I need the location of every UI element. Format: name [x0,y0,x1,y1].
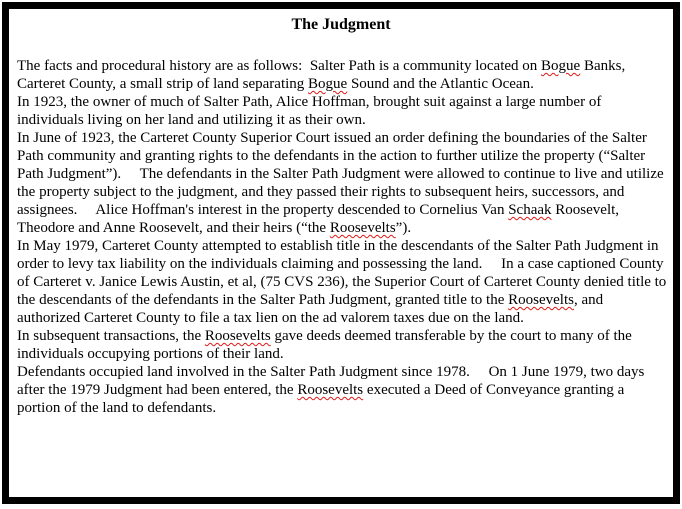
spellcheck-flagged-word: Bogue [541,58,581,74]
document-frame [2,2,680,504]
text-run: In 1923, the owner of much of Salter Path, Alice Hoffman, brought suit against a large number of individuals living on her land and utilizing it as their own. [17,94,606,128]
text-run: gave deeds deemed transferable by the court to many of the individuals occupying portions of their land. [17,328,636,362]
text-run: Sound and the Atlantic Ocean. [347,76,534,92]
text-run: Defendants occupied land involved in the Salter Path Judgment since 1978. On 1 June 1979, two days after the 1979 Judgment had been entered, the [17,364,649,398]
text-run: executed a Deed of Conveyance granting a portion of the land to defendants. [17,382,629,416]
document-title: The Judgment [291,16,391,33]
text-run: The facts and procedural history are as follows: Salter Path is a community located on [17,58,542,74]
text-run: Roosevelt, Theodore and Anne Roosevelt, and their heirs (“the [17,202,623,236]
spellcheck-flagged-word: Roosevelts [329,220,396,236]
paragraph [17,327,667,363]
spellcheck-flagged-word: Bogue [308,76,348,92]
paragraph [17,57,667,93]
paragraph [17,363,667,417]
document-body [17,57,671,417]
text-run: Banks, Carteret County, a small strip of land separating [17,58,629,92]
spellcheck-flagged-word: Schaak [508,202,552,218]
spellcheck-flagged-word: Roosevelts [508,292,574,308]
text-run: In subsequent transactions, the [17,328,205,344]
spellcheck-flagged-word: Roosevelts [297,382,364,398]
paragraph [17,129,667,237]
text-run: ”). [395,220,412,236]
text-run: , and authorized Carteret County to file a tax lien on the ad valorem taxes due on the land. [17,292,607,326]
text-run: In May 1979, Carteret County attempted to establish title in the descendants of the Salter Path Judgment in order to levy tax liability on the individuals claiming and possessing the land. In a case captioned County of Carteret v. Janice Lewis Austin, et al, (75 CVS 236), the Superior Court of Carteret County denied title to the descendants of the defendants in the Salter Path Judgment, granted title to the [17,238,671,308]
text-run: In June of 1923, the Carteret County Superior Court issued an order defining the boundaries of the Salter Path community and granting rights to the defendants in the action to further utilize the property (“Salter Path Judgment”). The defendants in the Salter Path Judgment were allowed to continue to live and utilize the property subject to the judgment, and they passed their rights to subsequent heirs, successors, and assignees. Alice Hoffman's interest in the property descended to Cornelius Van [17,130,668,218]
spellcheck-flagged-word: Roosevelts [204,328,271,344]
paragraph [17,237,671,327]
paragraph [17,93,667,129]
